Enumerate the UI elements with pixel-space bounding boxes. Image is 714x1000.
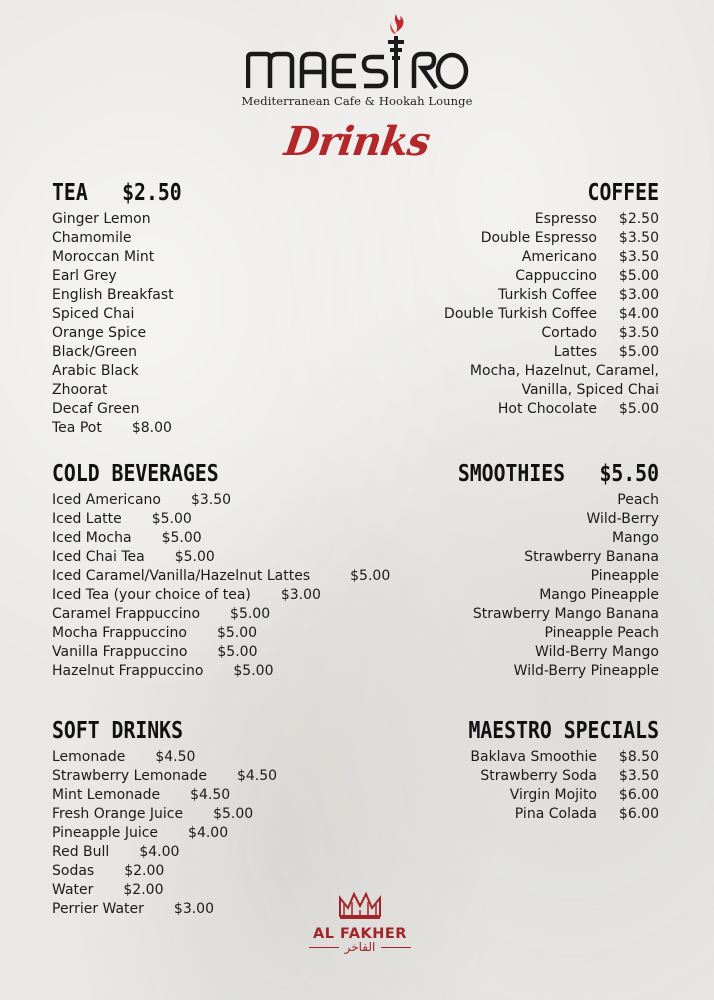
menu-item-name: Virgin Mojito (509, 787, 597, 803)
tea-title: TEA (52, 180, 88, 206)
menu-item (329, 305, 659, 324)
maestro-logo (246, 10, 470, 90)
section-title (375, 714, 659, 748)
menu-item-price: $5.00 (350, 568, 391, 584)
smoothies-title: SMOOTHIES (457, 461, 566, 487)
menu-item-name: Wild-Berry Pineapple (513, 663, 659, 679)
menu-item (329, 624, 659, 643)
menu-item-name: Black/Green (52, 344, 137, 360)
menu-item-name: Strawberry Soda (480, 768, 597, 784)
section-title (375, 176, 659, 210)
menu-item-name: Mocha, Hazelnut, Caramel, (469, 363, 659, 379)
menu-item-price: $8.50 (618, 749, 659, 765)
menu-item (329, 362, 659, 381)
menu-item-price: $2.50 (618, 211, 659, 227)
menu-item (329, 210, 659, 229)
menu-item-name: Wild-Berry Mango (535, 644, 659, 660)
menu-item-name: Americano (521, 249, 597, 265)
menu-item-name: Mango (612, 530, 659, 546)
menu-item-name: Iced Tea (your choice of tea) (52, 587, 251, 603)
smoothies-price: $5.50 (599, 461, 659, 487)
menu-item (329, 548, 659, 567)
menu-item-price: $5.00 (174, 549, 215, 565)
menu-item (329, 605, 659, 624)
menu-item-price: $3.50 (618, 768, 659, 784)
menu-item-name: Sodas (52, 863, 95, 879)
menu-item-price: $3.50 (190, 492, 232, 508)
menu-item-price: $4.00 (618, 306, 659, 322)
menu-item-price: $3.00 (618, 287, 659, 303)
menu-item-name: Arabic Black (52, 363, 139, 379)
menu-item-price: $4.50 (155, 749, 196, 765)
menu-item-price: $5.00 (230, 606, 271, 622)
menu-item (52, 862, 452, 881)
menu-item (329, 567, 659, 586)
menu-item-price: $3.00 (173, 901, 215, 917)
menu-item-name: Strawberry Lemonade (52, 768, 207, 784)
menu-item-name: English Breakfast (52, 287, 174, 303)
menu-item (52, 843, 452, 862)
menu-item-name: Ginger Lemon (52, 211, 151, 227)
menu-item-name: Lattes (553, 344, 597, 360)
menu-item-name: Vanilla, Spiced Chai (521, 382, 659, 398)
menu-item-name: Tea Pot (52, 420, 102, 436)
menu-item-name: Decaf Green (52, 401, 140, 417)
menu-item (329, 248, 659, 267)
menu-item-price: $5.00 (217, 644, 258, 660)
section-maestro-specials (329, 714, 659, 824)
menu-item (329, 748, 659, 767)
menu-item (329, 510, 659, 529)
menu-item (52, 419, 452, 438)
menu-item-price: $3.50 (618, 249, 659, 265)
menu-item-name: Water (52, 882, 94, 898)
section-smoothies (329, 457, 659, 681)
menu-item-price: $6.00 (618, 787, 659, 803)
brand-tagline: Mediterranean Cafe & Hookah Lounge (241, 94, 473, 108)
menu-item-name: Spiced Chai (52, 306, 135, 322)
menu-item (329, 643, 659, 662)
menu-item-price: $8.00 (131, 420, 172, 436)
menu-item (329, 767, 659, 786)
menu-item-price: $5.00 (618, 401, 659, 417)
menu-item (329, 586, 659, 605)
menu-item-name: Iced Chai Tea (52, 549, 145, 565)
menu-item-name: Strawberry Mango Banana (472, 606, 659, 622)
menu-item (329, 400, 659, 419)
menu-item-price: $5.00 (213, 806, 254, 822)
menu-item-name: Hazelnut Frappuccino (52, 663, 204, 679)
menu-item-name: Red Bull (52, 844, 110, 860)
menu-item-name: Mint Lemonade (52, 787, 161, 803)
menu-item-price: $4.00 (139, 844, 180, 860)
specials-title: MAESTRO SPECIALS (468, 718, 659, 744)
menu-item-price: $3.00 (280, 587, 321, 603)
menu-item-price: $4.50 (236, 768, 278, 784)
menu-item-price: $5.00 (233, 663, 274, 679)
menu-item-name: Double Espresso (480, 230, 597, 246)
menu-item (329, 343, 659, 362)
menu-item-price: $5.00 (618, 268, 659, 284)
menu-item (329, 267, 659, 286)
menu-item-name: Iced Latte (52, 511, 122, 527)
menu-item-name: Cortado (541, 325, 597, 341)
menu-item-name: Pina Colada (514, 806, 597, 822)
section-title (375, 457, 659, 491)
menu-item-name: Espresso (534, 211, 597, 227)
menu-item (329, 529, 659, 548)
menu-item (329, 381, 659, 400)
section-coffee (329, 176, 659, 419)
menu-item-name: Vanilla Frappuccino (52, 644, 188, 660)
coffee-list (329, 210, 659, 419)
menu-item-name: Chamomile (52, 230, 132, 246)
menu-item-name: Iced Americano (52, 492, 161, 508)
coffee-title: COFFEE (587, 180, 659, 206)
menu-item (329, 805, 659, 824)
menu-item-price: $5.00 (161, 530, 202, 546)
menu-item-name: Turkish Coffee (498, 287, 597, 303)
menu-item-price: $2.00 (124, 863, 165, 879)
menu-item-name: Mocha Frappuccino (52, 625, 187, 641)
menu-item-name: Perrier Water (52, 901, 144, 917)
menu-item-name: Pineapple Juice (52, 825, 159, 841)
menu-item-name: Moroccan Mint (52, 249, 155, 265)
menu-item (329, 324, 659, 343)
menu-item-price: $5.00 (216, 625, 258, 641)
menu-item (52, 824, 452, 843)
menu-item-name: Wild-Berry (586, 511, 659, 527)
menu-item-name: Pineapple (590, 568, 659, 584)
menu-item-name: Zhoorat (52, 382, 108, 398)
menu-item-name: Iced Caramel/Vanilla/Hazelnut Lattes (52, 568, 311, 584)
page-title: Drinks (281, 118, 433, 165)
menu-item (329, 491, 659, 510)
al-fakher-logo (290, 890, 430, 960)
menu-item-name: Hot Chocolate (497, 401, 597, 417)
menu-item-price: $5.00 (151, 511, 192, 527)
smoothies-list (329, 491, 659, 681)
menu-item-name: Mango Pineapple (539, 587, 659, 603)
menu-item-price: $5.00 (618, 344, 659, 360)
menu-item-name: Caramel Frappuccino (52, 606, 201, 622)
menu-item-name: Baklava Smoothie (470, 749, 597, 765)
menu-item (329, 662, 659, 681)
menu-item-name: Fresh Orange Juice (52, 806, 184, 822)
menu-item-name: Peach (617, 492, 659, 508)
menu-item-name: Pineapple Peach (544, 625, 659, 641)
menu-item-name: Earl Grey (52, 268, 117, 284)
menu-item-name: Lemonade (52, 749, 126, 765)
menu-item-name: Strawberry Banana (524, 549, 659, 565)
menu-item (329, 229, 659, 248)
menu-item-price: $3.50 (618, 230, 659, 246)
menu-item-price: $2.00 (123, 882, 164, 898)
menu-item-price: $4.00 (188, 825, 229, 841)
menu-item-price: $4.50 (190, 787, 231, 803)
menu-item (329, 786, 659, 805)
menu-item (329, 286, 659, 305)
crown-icon (336, 890, 384, 920)
specials-list (329, 748, 659, 824)
cold-title: COLD BEVERAGES (52, 461, 219, 487)
footer-brand-arabic: الفاخر (290, 940, 430, 954)
menu-item-price: $3.50 (618, 325, 659, 341)
menu-item-name: Cappuccino (515, 268, 597, 284)
menu-item-name: Double Turkish Coffee (444, 306, 597, 322)
menu-item-name: Orange Spice (52, 325, 147, 341)
menu-item-name: Iced Mocha (52, 530, 132, 546)
header (0, 10, 714, 110)
soft-title: SOFT DRINKS (52, 718, 184, 744)
footer-brand: AL FAKHER (313, 926, 407, 942)
menu-item-price: $6.00 (618, 806, 659, 822)
tea-price: $2.50 (122, 180, 182, 206)
